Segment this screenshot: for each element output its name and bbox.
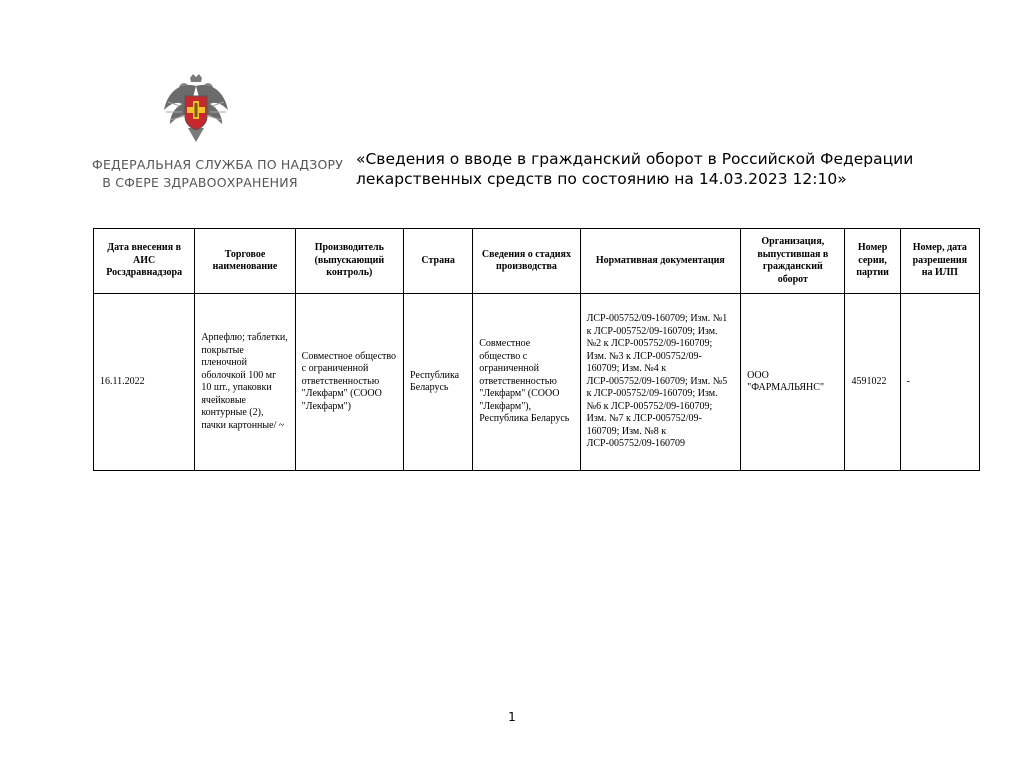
column-header-batch: Номер серии, партии [845, 229, 900, 294]
document-title-line-1: «Сведения о вводе в гражданский оборот в Российской Федерации [356, 150, 914, 168]
column-header-stages: Сведения о стадиях производства [473, 229, 580, 294]
agency-name-line-2: В СФЕРЕ ЗДРАВООХРАНЕНИЯ [102, 175, 298, 190]
column-header-country: Страна [404, 229, 473, 294]
column-header-organization: Организация, выпустившая в гражданский оборот [741, 229, 845, 294]
cell-date: 16.11.2022 [94, 294, 195, 471]
agency-emblem-icon [160, 72, 232, 144]
page-number: 1 [508, 710, 516, 724]
document-title-line-2: лекарственных средств по состоянию на 14.03.2023 12:10» [356, 170, 847, 188]
column-header-manufacturer: Производитель (выпускающий контроль) [295, 229, 403, 294]
column-header-permit: Номер, дата разрешения на ИЛП [900, 229, 979, 294]
column-header-date: Дата внесения в АИС Росздравнадзора [94, 229, 195, 294]
cell-organization: ООО "ФАРМАЛЬЯНС" [741, 294, 845, 471]
registry-table [93, 228, 980, 471]
cell-docs: ЛСР-005752/09-160709; Изм. №1 к ЛСР-005752/09-160709; Изм. №2 к ЛСР-005752/09-160709; Изм. №3 к ЛСР-005752/09-160709; Изм. №4 к ЛСР-005752/09-160709; Изм. №5 к ЛСР-005752/09-160709; Изм. №6 к ЛСР-005752/09-160709; Изм. №7 к ЛСР-005752/09-160709; Изм. №8 к ЛСР-005752/09-160709 [580, 294, 741, 471]
cell-manufacturer: Совместное общество с ограниченной ответственностью "Лекфарм" (СООО "Лекфарм") [295, 294, 403, 471]
cell-country: Республика Беларусь [404, 294, 473, 471]
column-header-trade-name: Торговое наименование [195, 229, 295, 294]
agency-name-line-1: ФЕДЕРАЛЬНАЯ СЛУЖБА ПО НАДЗОРУ [92, 157, 344, 172]
cell-batch: 4591022 [845, 294, 900, 471]
table-row [94, 294, 980, 471]
column-header-docs: Нормативная документация [580, 229, 741, 294]
cell-permit: - [900, 294, 979, 471]
document-title [356, 149, 956, 189]
cell-trade-name: Арпефлю; таблетки, покрытые пленочной оболочкой 100 мг 10 шт., упаковки ячейковые контурные (2), пачки картонные/ ~ [195, 294, 295, 471]
table-header-row [94, 229, 980, 294]
cell-stages: Совместное общество с ограниченной ответственностью "Лекфарм" (СООО "Лекфарм"), Республика Беларусь [473, 294, 580, 471]
agency-name [92, 156, 344, 192]
